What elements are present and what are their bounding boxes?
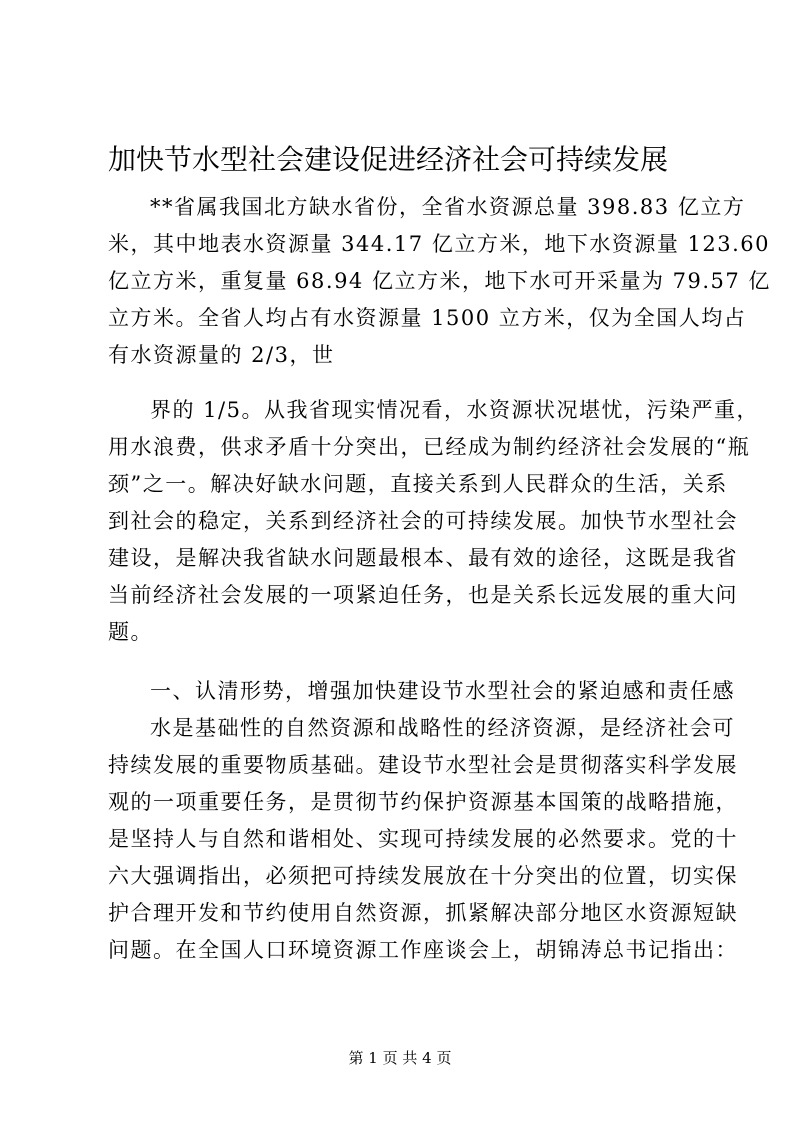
paragraph-1 [108, 189, 771, 374]
paragraph-line: 是坚持人与自然和谐相处、实现可持续发展的必然要求。党的十 [108, 827, 738, 851]
paragraph-line: 建设，是解决我省缺水问题最根本、最有效的途径，这既是我省 [108, 546, 738, 570]
paragraph-line: 六大强调指出，必须把可持续发展放在十分突出的位置，切实保 [108, 864, 738, 888]
paragraph-line: 有水资源量的 2/3，世 [108, 343, 335, 367]
page-footer: 第 1 页 共 4 页 [348, 1049, 452, 1067]
paragraph-line: 界的 1/5。从我省现实情况看，水资源状况堪忧，污染严重， [150, 398, 759, 422]
paragraph-line: 护合理开发和节约使用自然资源，抓紧解决部分地区水资源短缺 [108, 901, 738, 925]
paragraph-line: 持续发展的重要物质基础。建设节水型社会是贯彻落实科学发展 [108, 753, 738, 777]
paragraph-line: **省属我国北方缺水省份，全省水资源总量 398.83 亿立方 [150, 195, 746, 219]
paragraph-line: 题。 [108, 620, 153, 644]
paragraph-line: 当前经济社会发展的一项紧迫任务，也是关系长远发展的重大问 [108, 583, 738, 607]
paragraph-line: 立方米。全省人均占有水资源量 1500 立方米，仅为全国人均占 [108, 306, 747, 330]
paragraph-2 [108, 392, 759, 651]
section-heading [108, 673, 735, 710]
paragraph-line: 水是基础性的自然资源和战略性的经济资源，是经济社会可 [150, 716, 735, 740]
paragraph-line: 颈”之一。解决好缺水问题，直接关系到人民群众的生活，关系 [108, 472, 728, 496]
paragraph-line: 亿立方米，重复量 68.94 亿立方米，地下水可开采量为 79.57 亿 [108, 269, 771, 293]
section-heading-text: 一、认清形势，增强加快建设节水型社会的紧迫感和责任感 [150, 679, 735, 703]
paragraph-line: 用水浪费，供求矛盾十分突出，已经成为制约经济社会发展的“瓶 [108, 435, 751, 459]
document-title: 加快节水型社会建设促进经济社会可持续发展 [108, 143, 669, 176]
paragraph-line: 到社会的稳定，关系到经济社会的可持续发展。加快节水型社会 [108, 509, 738, 533]
paragraph-line: 米，其中地表水资源量 344.17 亿立方米，地下水资源量 123.60 [108, 232, 770, 256]
paragraph-line: 问题。在全国人口环境资源工作座谈会上，胡锦涛总书记指出： [108, 938, 738, 962]
paragraph-3 [108, 710, 738, 969]
paragraph-line: 观的一项重要任务，是贯彻节约保护资源基本国策的战略措施， [108, 790, 738, 814]
